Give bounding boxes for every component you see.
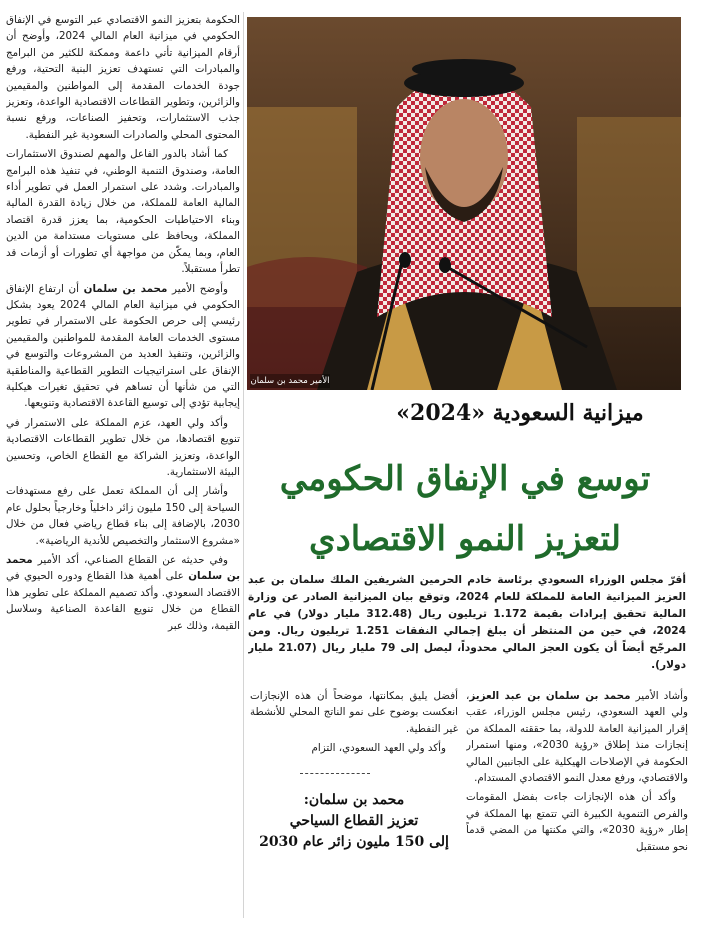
paragraph — [250, 740, 458, 756]
person-name: محمد بن سلمان — [6, 554, 240, 583]
headline-line-2: لتعزيز النمو الاقتصادي — [309, 519, 621, 559]
portrait-illustration — [247, 17, 681, 390]
article-column-middle — [250, 688, 458, 758]
paragraph — [6, 483, 240, 549]
paragraph — [466, 688, 688, 786]
paragraph-text: كما أشاد بالدور الفاعل والمهم لصندوق الاستثمارات العامة، وصندوق التنمية الوطني، في تنفيذ هذه البرامج والمبادرات. وشدد على استمرار العمل في تطوير أداء المالية العامة للمملكة، من خلال زيادة القدرة المالية وبناء الاحتياطيات الحكومية، بما يعزز قدرة اقتصاد المملكة، ويحافظ على مستويات مستدامة من الدين العام، وبما يمكّن من مواجهة أي تطورات أو أزمات قد تطرأ مستقبلاً. — [6, 148, 240, 276]
paragraph-text: وفي حديثه عن القطاع الصناعي، أكد الأمير — [32, 554, 228, 566]
paragraph-text: على أهمية هذا القطاع ودوره الحيوي في الاقتصاد السعودي. وأكد تصميم المملكة على تطوير هذا القطاع من خلال تنويع القاعدة الصناعية وسلاسل القيمة، وذلك عبر — [6, 570, 240, 632]
article-column-left — [6, 12, 240, 922]
paragraph-text: وأكد ولي العهد، عزم المملكة على الاستمرار في تنويع اقتصادها، من خلال تطوير القطاعات الاقتصادية الواعدة، وتعزيز الشراكة مع القطاع الخاص، وتحسين البيئة الاستثمارية. — [6, 416, 240, 478]
pullquote-line-2: إلى 150 مليون زائر عام 2030 — [259, 834, 449, 850]
paragraph-text: وأشاد الأمير — [630, 690, 688, 702]
person-name: محمد بن سلمان — [83, 282, 168, 295]
headline-kicker: ميزانية السعودية «2024» — [396, 400, 644, 426]
paragraph-text: أن ارتفاع الإنفاق الحكومي في ميزانية العام المالي 2024 يعود بشكل رئيسي إلى حرص الحكومة على الاستمرار في تطوير مستوى الخدمات العامة المقدمة للمواطنين والمقيمين والزائرين، وتنفيذ العديد من المشروعات والتوسع في الإنفاق على استراتيجيات التطوير القطاعية والمناطقية التي من شأنها أن تساهم في تحقيق تغيرات هيكلية إيجابية تؤدي إلى توسيع القاعدة الاقتصادية وتنويعها. — [6, 282, 240, 410]
article-column-right — [466, 688, 688, 926]
pullquote-name: محمد بن سلمان: — [303, 792, 405, 808]
pullquote — [250, 790, 458, 900]
pullquote-separator — [300, 773, 370, 774]
paragraph-text: وأشار إلى أن المملكة تعمل على رفع مستهدفات السياحة إلى 150 مليون زائر داخلياً وخارجياً بحلول عام 2030، بالإضافة إلى بناء قطاع رياضي فعال من خلال «مشروع الاستثمار والتخصيص للأندية الرياضية». — [6, 485, 240, 547]
paragraph-text: ، ولي العهد السعودي، رئيس مجلس الوزراء، عقب إقرار الميزانية العامة للدولة، بما حققته المملكة من إنجازات منذ إطلاق «رؤية 2030»، ومنها استمرار الحكومة في الإصلاحات الهيكلية على الجانبين المالي والاقتصادي، ورفع معدل النمو الاقتصادي المستدام. — [466, 690, 688, 785]
paragraph-text: وأكد أن هذه الإنجازات جاءت بفضل المقومات والفرص التنموية الكبيرة التي تتمتع بها المملكة في إطار «رؤية 2030»، والتي مكنتها من المضي قدماً نحو مستقبل — [466, 791, 688, 853]
paragraph-text: وأكد ولي العهد السعودي، التزام — [311, 742, 446, 755]
person-name: محمد بن سلمان بن عبد العزيز — [469, 690, 631, 702]
lead-paragraph: أقرّ مجلس الوزراء السعودي برئاسة خادم الحرمين الشريفين الملك سلمان بن عبد العزيز الميزانية العامة للمملكة للعام 2024، وتوقع بيان الميزانية الصادر عن وزارة المالية تحقيق إيرادات بقيمة 1.172 تريليون ريال (312.48 مليار دولار) في عام 2024، في حين من المنتظر أن يبلغ إجمالي النفقات 1.251 تريليون ريال. ومن المرجّح أيضاً أن يكون العجز المالي محدوداً، ليصل إلى 79 مليار ريال (21.07 مليار دولار). — [248, 574, 686, 671]
photo-caption: الأمير محمد بن سلمان — [250, 376, 330, 386]
paragraph — [6, 552, 240, 634]
paragraph — [6, 146, 240, 277]
headline-line-1: توسع في الإنفاق الحكومي — [279, 459, 651, 499]
paragraph: أفضل يليق بمكانتها، موضحاً أن هذه الإنجازات انعكست بوضوح على نمو الناتج المحلي للأنشطة غير النفطية. — [250, 690, 458, 735]
column-divider — [243, 12, 244, 918]
crown-prince-photo — [247, 17, 681, 390]
paragraph-text: وأوضح الأمير — [167, 282, 228, 295]
paragraph — [466, 789, 688, 855]
pullquote-line-1: تعزيز القطاع السياحي — [289, 813, 419, 829]
paragraph — [6, 415, 240, 481]
paragraph — [6, 281, 240, 412]
paragraph: الحكومة بتعزيز النمو الاقتصادي عبر التوسع في الإنفاق الحكومي في ميزانية العام المالي 2024، وأوضح أن أرقام الميزانية تأتي داعمة وممكنة للكثير من البرامج والمبادرات التي تستهدف تعزيز البنية التحتية، ورفع جودة الخدمات المقدمة إلى المواطنين والمقيمين والزائرين، وتطوير القطاعات الاقتصادية الواعدة، وتعزيز جذب الاستثمارات، وتحفيز الصناعات، ورفع نسبة المحتوى المحلي والصادرات السعودية غير النفطية. — [6, 14, 240, 141]
